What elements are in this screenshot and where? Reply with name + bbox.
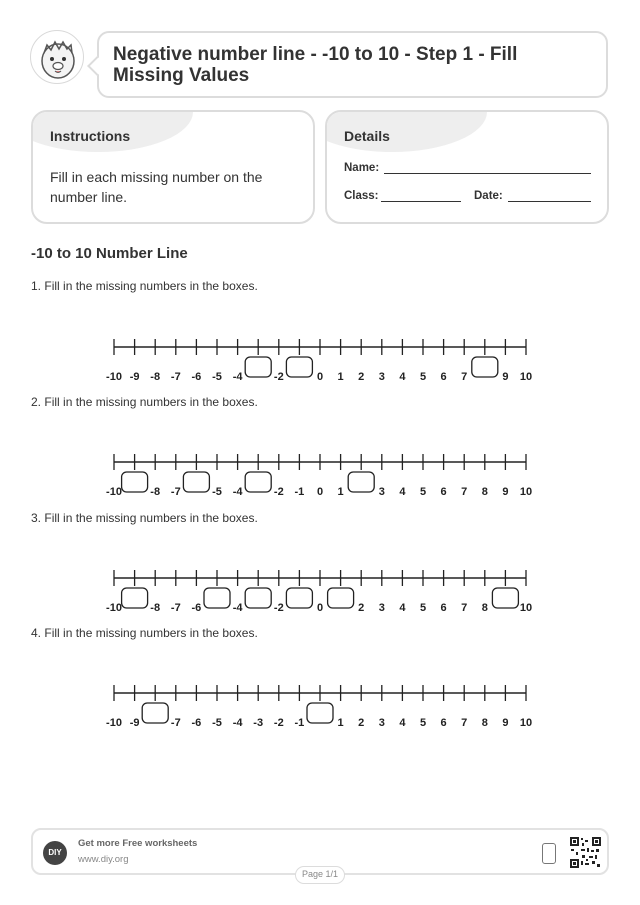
answer-box[interactable] <box>245 357 271 377</box>
answer-box[interactable] <box>492 588 518 608</box>
tick-label: -8 <box>150 486 161 498</box>
tick-label: -5 <box>212 486 222 498</box>
tick-label: 1 <box>337 486 344 498</box>
diy-logo: DIY <box>43 841 67 865</box>
tick-label: 7 <box>461 486 468 498</box>
tick-label: -2 <box>273 602 284 614</box>
answer-box[interactable] <box>328 588 354 608</box>
tick-label: 1 <box>337 717 344 729</box>
tick-label: -10 <box>106 717 122 729</box>
class-label: Class: <box>344 190 379 202</box>
tick-label: -6 <box>191 602 202 614</box>
tick-label: 4 <box>399 602 406 614</box>
tick-label: 10 <box>519 371 533 383</box>
answer-box[interactable] <box>307 703 333 723</box>
tick-label: -6 <box>191 717 202 729</box>
tick-label: 3 <box>378 717 385 729</box>
tick-label: 5 <box>419 486 427 498</box>
tick-label: 10 <box>519 717 533 729</box>
tick-label: -9 <box>129 717 140 729</box>
answer-box[interactable] <box>245 472 271 492</box>
tick-label: 4 <box>399 717 406 729</box>
tick-label: -10 <box>106 602 122 614</box>
tick-label: 0 <box>316 371 324 383</box>
tick-label: -10 <box>106 371 122 383</box>
tick-label: -7 <box>170 371 181 383</box>
tick-label: -1 <box>294 486 305 498</box>
tick-label: 1 <box>337 371 344 383</box>
tick-label: 3 <box>378 371 385 383</box>
section-title: -10 to 10 Number Line <box>31 245 188 262</box>
answer-box[interactable] <box>142 703 168 723</box>
tick-label: 6 <box>440 602 447 614</box>
tick-label: -8 <box>150 371 161 383</box>
footer-url[interactable]: www.diy.org <box>78 854 129 865</box>
tick-label: 7 <box>461 602 468 614</box>
tick-label: -7 <box>170 602 181 614</box>
tick-label: -4 <box>232 486 243 498</box>
qr-code-icon <box>570 837 601 868</box>
phone-icon <box>542 843 556 864</box>
tick-label: 6 <box>440 371 447 383</box>
tick-label: 4 <box>399 371 406 383</box>
name-label: Name: <box>344 162 380 174</box>
tick-label: -9 <box>129 371 140 383</box>
tick-label: -7 <box>170 717 181 729</box>
tick-label: 2 <box>358 371 365 383</box>
tick-label: -2 <box>273 717 284 729</box>
tick-label: -5 <box>212 717 222 729</box>
question-2: 2. Fill in the missing numbers in the boxes. <box>31 395 258 409</box>
answer-box[interactable] <box>348 472 374 492</box>
tick-label: -5 <box>212 371 222 383</box>
tick-label: -4 <box>232 602 243 614</box>
answer-box[interactable] <box>286 357 312 377</box>
tick-label: 9 <box>502 717 509 729</box>
tick-label: -7 <box>170 486 181 498</box>
question-1: 1. Fill in the missing numbers in the boxes. <box>31 279 258 293</box>
tick-label: -4 <box>232 717 243 729</box>
question-3: 3. Fill in the missing numbers in the boxes. <box>31 511 258 525</box>
answer-box[interactable] <box>245 588 271 608</box>
date-label: Date: <box>474 190 503 202</box>
answer-box[interactable] <box>204 588 230 608</box>
tick-label: 5 <box>419 371 427 383</box>
answer-box[interactable] <box>122 472 148 492</box>
answer-box[interactable] <box>286 588 312 608</box>
answer-box[interactable] <box>472 357 498 377</box>
tick-label: -2 <box>273 371 284 383</box>
tick-label: 6 <box>440 486 447 498</box>
tick-label: -4 <box>232 371 243 383</box>
tick-label: 7 <box>461 371 468 383</box>
answer-box[interactable] <box>183 472 209 492</box>
page-title: Negative number line - -10 to 10 - Step 1 - Fill Missing Values <box>113 44 518 86</box>
tick-label: 10 <box>519 486 533 498</box>
tick-label: 9 <box>502 371 509 383</box>
footer-tagline: Get more Free worksheets <box>78 838 198 849</box>
tick-label: 8 <box>481 602 488 614</box>
tick-label: 0 <box>316 602 324 614</box>
details-heading: Details <box>344 128 390 144</box>
tick-label: 8 <box>481 486 488 498</box>
tick-label: 6 <box>440 717 447 729</box>
tick-label: 8 <box>481 717 488 729</box>
tick-label: 3 <box>378 486 385 498</box>
tick-label: -10 <box>106 486 122 498</box>
tick-label: -8 <box>150 602 161 614</box>
tick-label: 4 <box>399 486 406 498</box>
tick-label: 2 <box>358 717 365 729</box>
tick-label: -2 <box>273 486 284 498</box>
tick-label: -6 <box>191 371 202 383</box>
tick-label: -1 <box>294 717 305 729</box>
tick-label: 0 <box>316 486 324 498</box>
page-number: Page 1/1 <box>295 866 345 884</box>
tick-label: 7 <box>461 717 468 729</box>
tick-label: 5 <box>419 717 427 729</box>
instructions-text: Fill in each missing number on the number line. <box>50 169 263 205</box>
tick-label: 10 <box>519 602 533 614</box>
question-4: 4. Fill in the missing numbers in the boxes. <box>31 626 258 640</box>
tick-label: -3 <box>253 717 264 729</box>
tick-label: 9 <box>502 486 509 498</box>
instructions-heading: Instructions <box>50 128 131 144</box>
answer-box[interactable] <box>122 588 148 608</box>
tick-label: 5 <box>419 602 427 614</box>
tick-label: 2 <box>358 602 365 614</box>
tick-label: 3 <box>378 602 385 614</box>
